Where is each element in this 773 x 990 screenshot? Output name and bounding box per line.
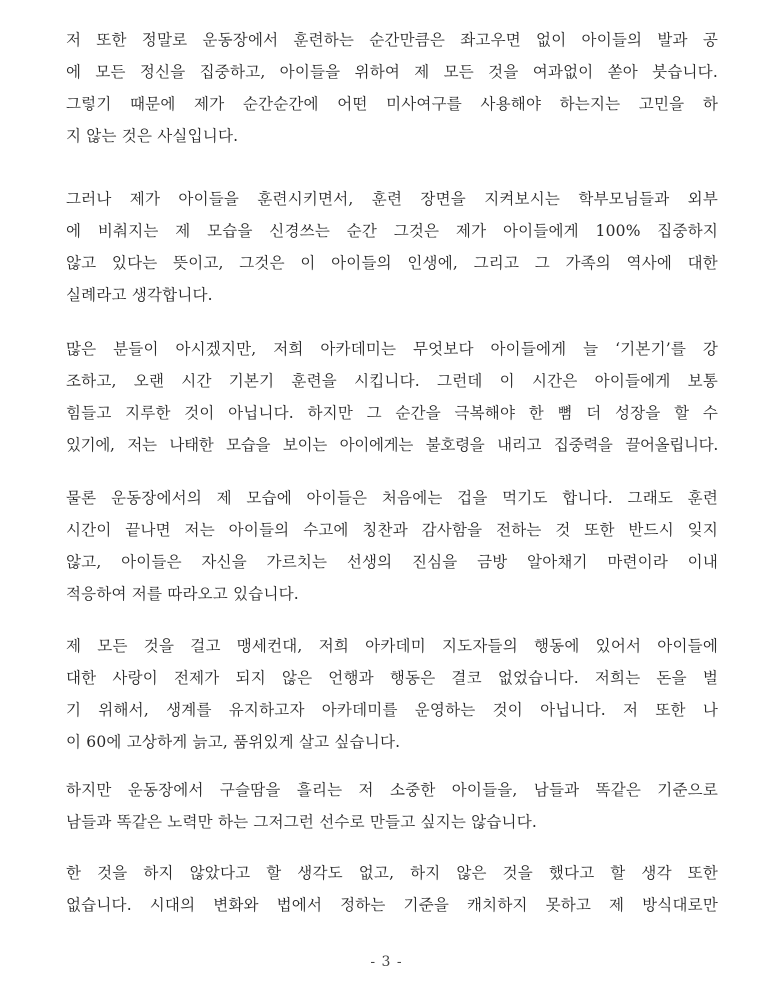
- text-line: 제 모든 것을 걸고 맹세컨대, 저희 아카데미 지도자들의 행동에 있어서 아이들에: [66, 637, 718, 655]
- text-line: 실례라고 생각합니다.: [66, 286, 213, 304]
- text-line: 조하고, 오랜 시간 기본기 훈련을 시킵니다. 그런데 이 시간은 아이들에게 보통: [66, 372, 718, 390]
- text-line: 이 60에 고상하게 늙고, 품위있게 살고 싶습니다.: [66, 733, 401, 751]
- paragraph-5: [66, 630, 718, 758]
- text-line: 않고, 아이들은 자신을 가르치는 선생의 진심을 금방 알아채기 마련이라 이내: [66, 553, 718, 571]
- text-line: 기 위해서, 생계를 유지하고자 아카데미를 운영하는 것이 아닙니다. 저 또한 나: [66, 701, 718, 719]
- text-line: 남들과 똑같은 노력만 하는 그저그런 선수로 만들고 싶지는 않습니다.: [66, 813, 537, 831]
- text-line: 그러나 제가 아이들을 훈련시키면서, 훈련 장면을 지켜보시는 학부모님들과 외부: [66, 190, 718, 208]
- text-line: 저 또한 정말로 운동장에서 훈련하는 순간만큼은 좌고우면 없이 아이들의 발과 공: [66, 31, 718, 49]
- text-line: 적응하여 저를 따라오고 있습니다.: [66, 585, 299, 603]
- paragraph-7: [66, 857, 718, 921]
- text-line: 지 않는 것은 사실입니다.: [66, 127, 239, 145]
- text-line: 하지만 운동장에서 구슬땀을 흘리는 저 소중한 아이들을, 남들과 똑같은 기준으로: [66, 781, 718, 799]
- text-line: 힘들고 지루한 것이 아닙니다. 하지만 그 순간을 극복해야 한 뼘 더 성장을 할 수: [66, 404, 718, 422]
- text-line: 않고 있다는 뜻이고, 그것은 이 아이들의 인생에, 그리고 그 가족의 역사에 대한: [66, 254, 718, 272]
- paragraph-3: [66, 333, 718, 461]
- text-line: 시간이 끝나면 저는 아이들의 수고에 칭찬과 감사함을 전하는 것 또한 반드시 잊지: [66, 521, 718, 539]
- text-line: 대한 사랑이 전제가 되지 않은 언행과 행동은 결코 없었습니다. 저희는 돈을 벌: [66, 669, 718, 687]
- text-line: 에 비춰지는 제 모습을 신경쓰는 순간 그것은 제가 아이들에게 100% 집중하지: [66, 222, 718, 240]
- paragraph-6: [66, 774, 718, 838]
- text-line: 그렇기 때문에 제가 순간순간에 어떤 미사여구를 사용해야 하는지는 고민을 하: [66, 95, 718, 113]
- text-line: 없습니다. 시대의 변화와 법에서 정하는 기준을 캐치하지 못하고 제 방식대로만: [66, 896, 718, 914]
- paragraph-4: [66, 482, 718, 610]
- paragraph-2: [66, 183, 718, 311]
- text-line: 있기에, 저는 나태한 모습을 보이는 아이에게는 불호령을 내리고 집중력을 끌어올립니다.: [66, 436, 718, 454]
- paragraph-1: [66, 24, 718, 152]
- page-number: - 3 -: [370, 954, 403, 970]
- text-line: 에 모든 정신을 집중하고, 아이들을 위하여 제 모든 것을 여과없이 쏟아 붓습니다.: [66, 63, 718, 81]
- text-line: 한 것을 하지 않았다고 할 생각도 없고, 하지 않은 것을 했다고 할 생각 또한: [66, 864, 719, 882]
- text-line: 물론 운동장에서의 제 모습에 아이들은 처음에는 겁을 먹기도 합니다. 그래도 훈련: [66, 489, 718, 507]
- text-line: 많은 분들이 아시겠지만, 저희 아카데미는 무엇보다 아이들에게 늘 ‘기본기’를 강: [66, 340, 718, 358]
